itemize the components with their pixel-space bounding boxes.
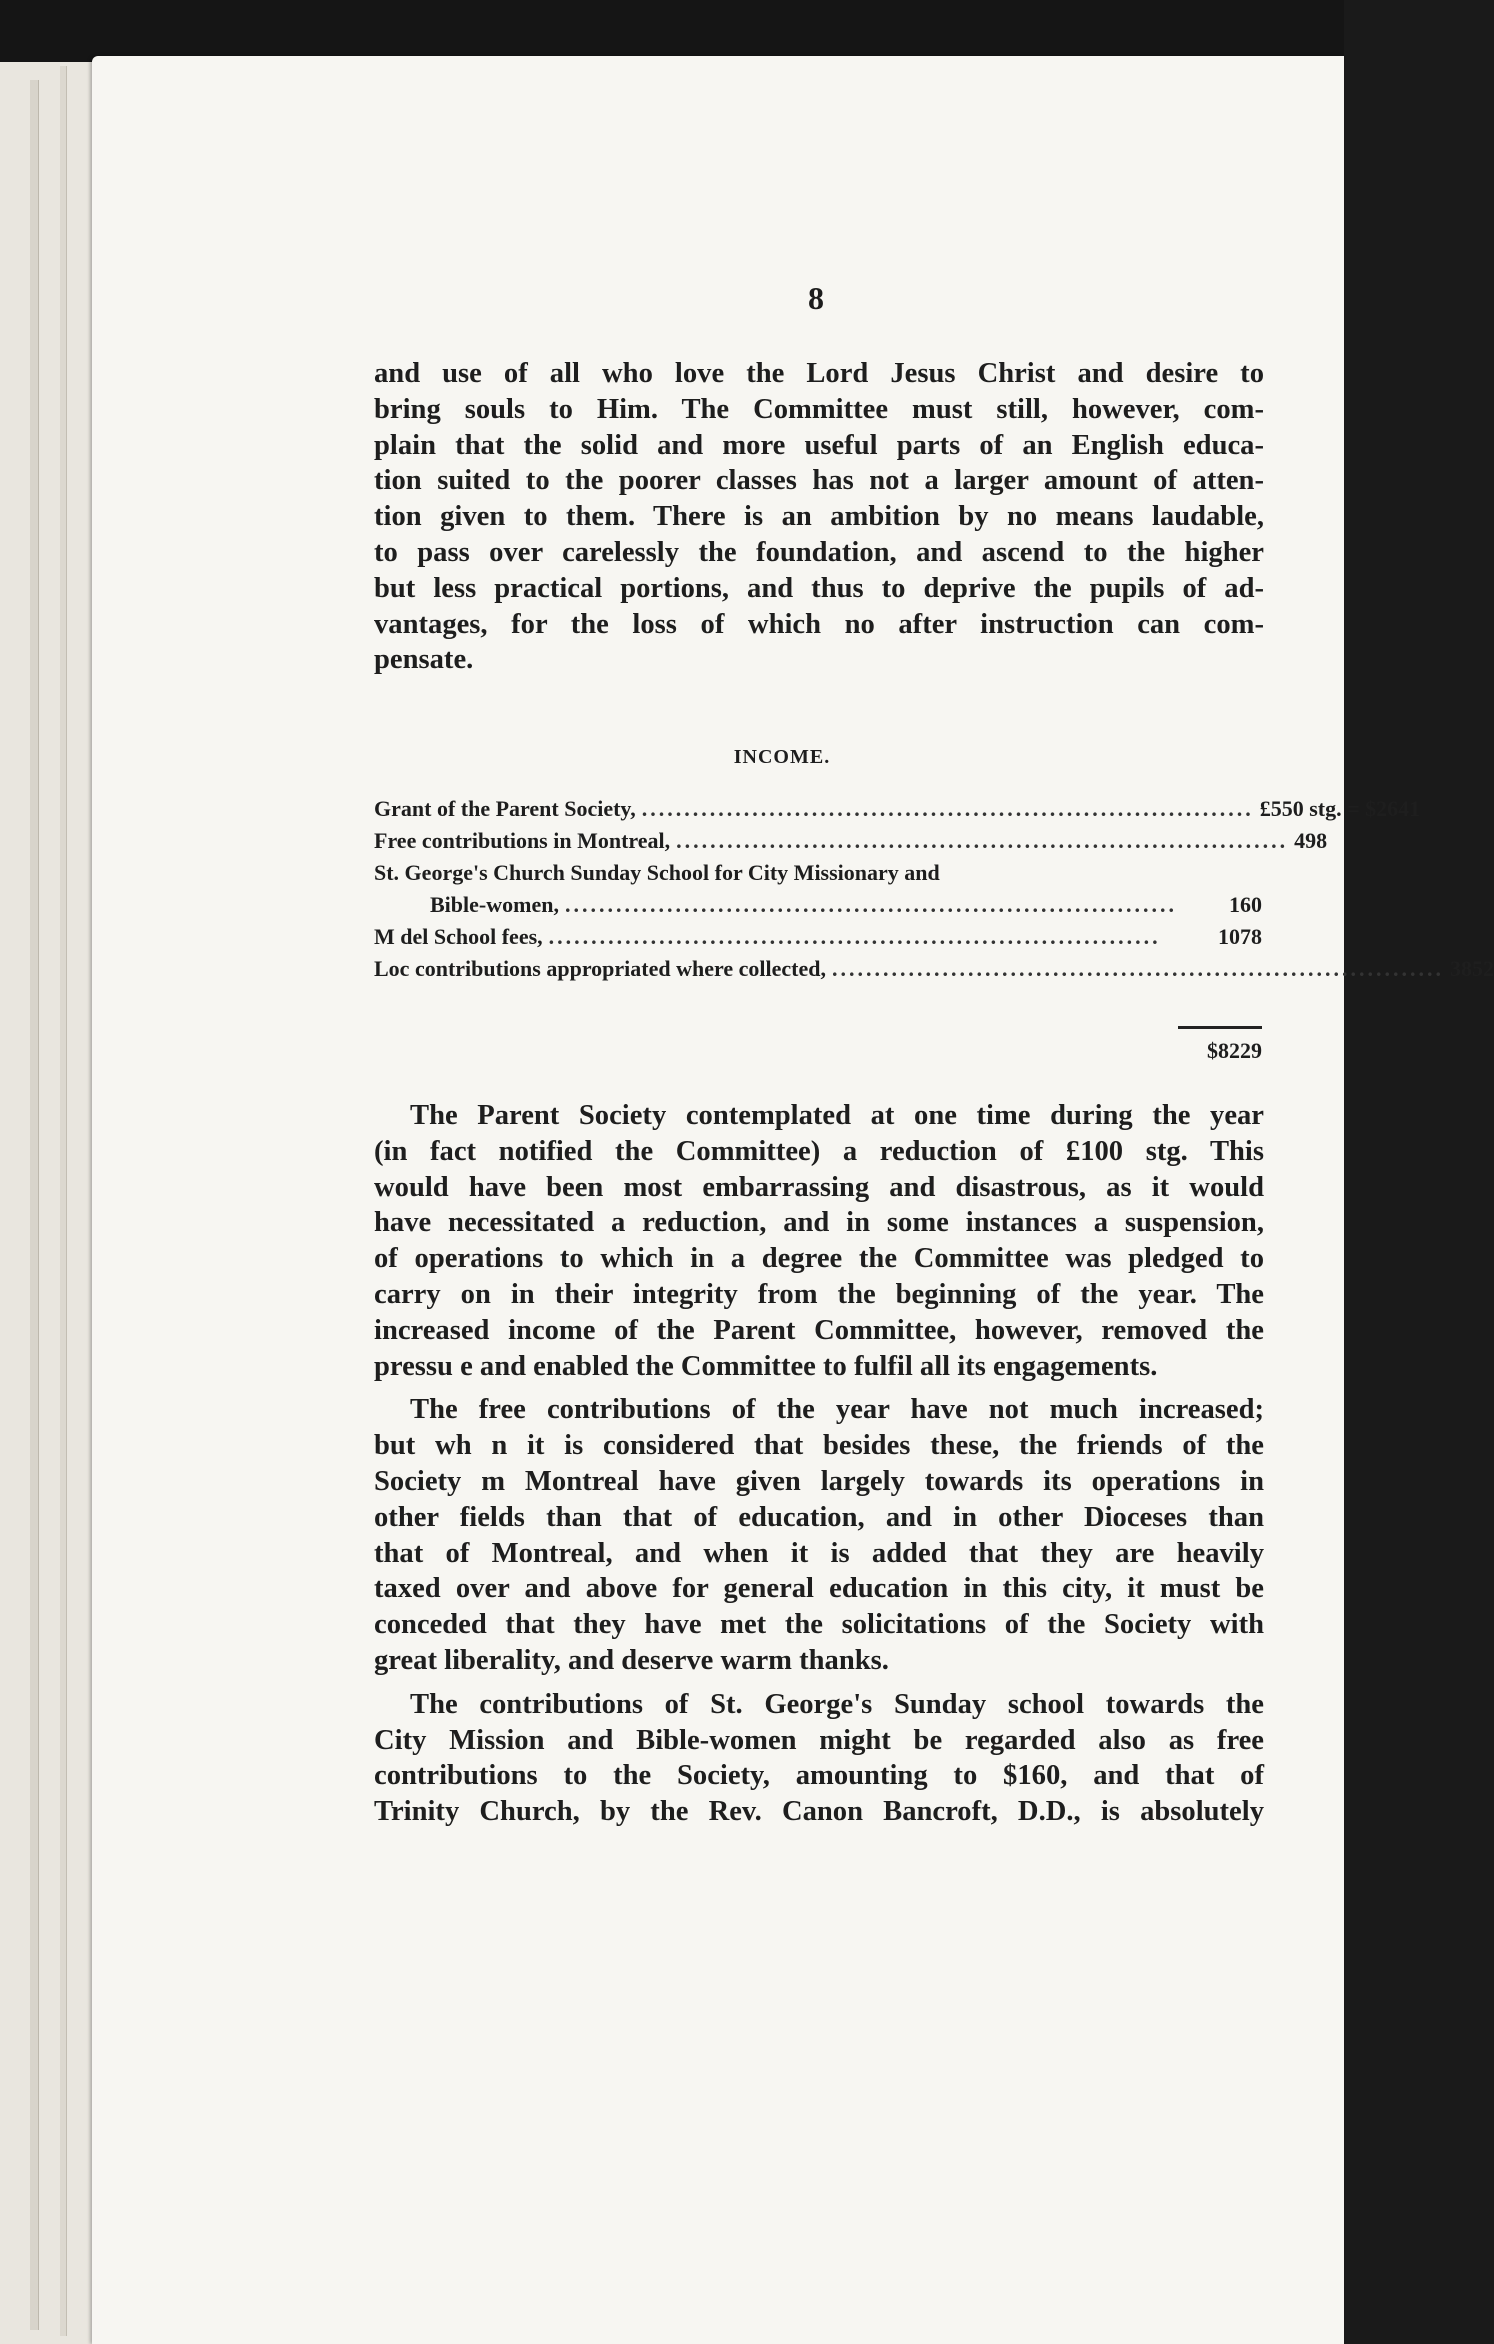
text-line: pensate. [374,644,474,676]
page-number: 8 [808,280,824,316]
income-row [374,892,1262,924]
underlying-page-edge [30,80,39,2330]
text-line: tion given to them. There is an ambition by no means laudable, [374,501,1264,533]
income-table [374,796,1494,988]
text-line: plain that the solid and more useful parts of an English educa- [374,429,1264,461]
paragraph-gap [374,1384,1264,1392]
text-line: that of Montreal, and when it is added that they are heavily [374,1537,1264,1569]
text-line: increased income of the Parent Committee, however, removed the [374,1314,1264,1346]
text-line: have necessitated a reduction, and in some instances a suspension, [374,1207,1264,1239]
text-line: conceded that they have met the solicitations of the Society with [374,1609,1264,1641]
income-row [374,860,1262,892]
text-line: The Parent Society contemplated at one time during the year [410,1100,1264,1131]
text-line: Trinity Church, by the Rev. Canon Bancroft, D.D., is absolutely [374,1796,1264,1828]
income-label: M del School fees, [374,924,543,949]
text-line: The contributions of St. George's Sunday school towards the [410,1688,1264,1720]
leader-dots: ........................................................................ [564,892,1177,917]
text-line: of operations to which in a degree the Committee was pledged to [374,1243,1264,1275]
text-line: (in fact notified the Committee) a reduction of £100 stg. This [374,1135,1264,1167]
income-amount: 1078 [1218,924,1262,949]
income-amount: 160 [1229,892,1262,917]
text-line: and use of all who love the Lord Jesus Christ and desire to [374,358,1264,389]
text-line: contributions to the Society, amounting to $160, and that of [374,1760,1264,1792]
text-line: but less practical portions, and thus to deprive the pupils of ad- [374,572,1264,604]
text-line: great liberality, and deserve warm thanks. [374,1644,889,1676]
text-line: City Mission and Bible-women might be regarded also as free [374,1724,1264,1756]
income-row [374,796,1421,828]
income-amount: £550 stg. = $2641 [1259,796,1421,821]
income-label: Loc contributions appropriated where collected, [374,956,826,981]
income-label: Free contributions in Montreal, [374,828,671,853]
underlying-page-edge [60,66,67,2336]
income-row [374,956,1494,988]
text-line: other fields than that of education, and in other Dioceses than [374,1501,1264,1533]
paragraph-continuation [374,356,1264,678]
leader-dots: ........................................................................ [548,924,1161,949]
text-line: to pass over carelessly the foundation, and ascend to the higher [374,536,1264,568]
income-label: Grant of the Parent Society, [374,796,636,821]
leader-dots: ........................................................................ [832,956,1444,981]
leader-dots: ........................................................................ [641,796,1254,821]
text-line: tion suited to the poorer classes has not a larger amount of atten- [374,465,1264,497]
text-line: carry on in their integrity from the beginning of the year. The [374,1278,1264,1310]
income-label: Bible-women, [430,892,559,917]
paragraph-gap [374,1679,1264,1687]
scan-top-border [0,0,1344,62]
text-line: vantages, for the loss of which no after instruction can com- [374,608,1264,640]
total-rule [1178,1026,1262,1029]
text-line: taxed over and above for general education in this city, it must be [374,1573,1264,1605]
income-row [374,828,1328,860]
leader-dots: ........................................................................ [676,828,1289,853]
text-line: bring souls to Him. The Committee must still, however, com- [374,393,1264,425]
body-text [374,1098,1264,1830]
income-total: $8229 [1207,1038,1262,1063]
text-line: Society m Montreal have given largely towards its operations in [374,1465,1264,1497]
income-amount: 3852 [1450,956,1494,981]
text-line: The free contributions of the year have not much increased; [410,1394,1264,1426]
income-label: St. George's Church Sunday School for City Missionary and [374,860,940,885]
text-line: pressu e and enabled the Committee to fulfil all its engagements. [374,1350,1158,1382]
income-row [374,924,1262,956]
text-line: but wh n it is considered that besides these, the friends of the [374,1430,1264,1462]
income-heading: INCOME. [733,746,831,768]
text-line: would have been most embarrassing and disastrous, as it would [374,1171,1264,1203]
income-amount: 498 [1294,828,1328,853]
